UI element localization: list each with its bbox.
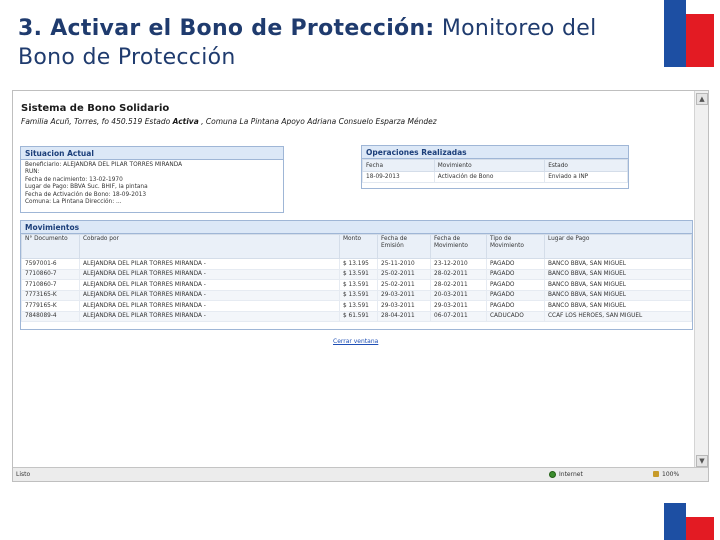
movimiento-row — [22, 311, 692, 322]
situacion-line: RUN: — [25, 169, 40, 176]
scroll-down-arrow-icon[interactable]: ▼ — [696, 455, 708, 467]
movimiento-row — [22, 290, 692, 301]
family-state: Activa — [172, 117, 199, 126]
movimiento-row — [22, 301, 692, 312]
situacion-line: Beneficiario: ALEJANDRA DEL PILAR TORRES MIRANDA — [25, 162, 183, 168]
security-zone — [549, 471, 583, 478]
situacion-line: Lugar de Pago: BBVA Suc. BHIF, la pintana — [25, 184, 148, 191]
scroll-up-arrow-icon[interactable]: ▲ — [696, 93, 708, 105]
table-cell: BANCO BBVA, SAN MIGUEL — [545, 290, 692, 301]
app-title: Sistema de Bono Solidario — [21, 103, 170, 114]
table-cell: Activación de Bono — [434, 172, 544, 183]
table-cell: PAGADO — [487, 290, 545, 301]
table-cell: 23-12-2010 — [431, 259, 487, 270]
situacion-line: Comuna: La Pintana Dirección: ... — [25, 199, 122, 206]
situacion-details — [21, 160, 283, 208]
protected-mode-icon — [653, 471, 659, 477]
table-cell: BANCO BBVA, SAN MIGUEL — [545, 269, 692, 280]
situacion-actual-panel — [20, 146, 284, 213]
table-cell: 29-03-2011 — [378, 290, 431, 301]
column-header: Tipo de Movimiento — [487, 235, 545, 259]
slide-title-bold: 3. Activar el Bono de Protección: — [18, 16, 435, 41]
table-cell: PAGADO — [487, 269, 545, 280]
table-cell: 28-04-2011 — [378, 311, 431, 322]
table-cell: $ 13.591 — [340, 290, 378, 301]
table-cell: 7779165-K — [22, 301, 80, 312]
table-cell: ALEJANDRA DEL PILAR TORRES MIRANDA - — [80, 269, 340, 280]
movimientos-panel — [20, 220, 693, 330]
zone-label: Internet — [559, 471, 583, 478]
movimiento-row — [22, 280, 692, 291]
table-cell: 7848089-4 — [22, 311, 80, 322]
status-text: Listo — [16, 471, 31, 478]
table-cell: BANCO BBVA, SAN MIGUEL — [545, 259, 692, 270]
table-cell: 7773165-K — [22, 290, 80, 301]
zoom-label[interactable]: 100% — [662, 471, 680, 478]
situacion-line: Fecha de nacimiento: 13-02-1970 — [25, 176, 123, 183]
table-cell: PAGADO — [487, 301, 545, 312]
table-cell: CCAF LOS HEROES, SAN MIGUEL — [545, 311, 692, 322]
table-cell: 06-07-2011 — [431, 311, 487, 322]
table-cell: 20-03-2011 — [431, 290, 487, 301]
movimiento-row — [22, 269, 692, 280]
table-cell: $ 61.591 — [340, 311, 378, 322]
family-info: Familia Acuñ, Torres, fo 450.519 Estado Activa , Comuna La Pintana Apoyo Adriana Consuelo Esparza Méndez — [21, 117, 437, 126]
operaciones-table — [362, 159, 628, 183]
column-header: Fecha de Movimiento — [431, 235, 487, 259]
table-cell: 7597001-6 — [22, 259, 80, 270]
table-cell: 25-02-2011 — [378, 280, 431, 291]
table-cell: ALEJANDRA DEL PILAR TORRES MIRANDA - — [80, 280, 340, 291]
movimiento-row — [22, 259, 692, 270]
table-cell: ALEJANDRA DEL PILAR TORRES MIRANDA - — [80, 259, 340, 270]
globe-icon — [549, 471, 556, 478]
situacion-actual-header: Situacion Actual — [21, 147, 283, 160]
movimientos-table — [21, 234, 692, 322]
table-cell: 25-02-2011 — [378, 269, 431, 280]
column-header: Monto — [340, 235, 378, 259]
column-header: Fecha — [363, 160, 435, 172]
operaciones-panel — [361, 145, 629, 189]
column-header: Cobrado por — [80, 235, 340, 259]
browser-statusbar — [13, 467, 708, 481]
table-cell: 25-11-2010 — [378, 259, 431, 270]
table-cell: 7710860-7 — [22, 280, 80, 291]
operaciones-header: Operaciones Realizadas — [362, 146, 628, 159]
table-cell: BANCO BBVA, SAN MIGUEL — [545, 301, 692, 312]
table-cell: 7710860-7 — [22, 269, 80, 280]
table-cell: ALEJANDRA DEL PILAR TORRES MIRANDA - — [80, 311, 340, 322]
table-cell: $ 13.591 — [340, 269, 378, 280]
column-header: Movimiento — [434, 160, 544, 172]
table-cell: Enviado a INP — [545, 172, 628, 183]
slide-title-rest: Monitoreo del Bono de Protección — [18, 16, 597, 70]
table-cell: 28-02-2011 — [431, 280, 487, 291]
slide-title — [18, 14, 648, 72]
column-header: Lugar de Pago — [545, 235, 692, 259]
vertical-scrollbar[interactable] — [694, 91, 708, 469]
movimientos-header: Movimientos — [21, 221, 692, 234]
column-header: Fecha de Emisión — [378, 235, 431, 259]
table-cell: 28-02-2011 — [431, 269, 487, 280]
situacion-line: Fecha de Activación de Bono: 18-09-2013 — [25, 191, 147, 198]
table-cell: 29-03-2011 — [431, 301, 487, 312]
table-cell: CADUCADO — [487, 311, 545, 322]
column-header: N° Documento — [22, 235, 80, 259]
table-cell: 29-03-2011 — [378, 301, 431, 312]
flag-logo-top — [664, 0, 714, 67]
table-cell: $ 13.195 — [340, 259, 378, 270]
table-cell: $ 13.591 — [340, 280, 378, 291]
column-header: Estado — [545, 160, 628, 172]
table-cell: ALEJANDRA DEL PILAR TORRES MIRANDA - — [80, 290, 340, 301]
zoom-control[interactable] — [653, 471, 679, 478]
browser-window — [12, 90, 709, 482]
flag-logo-bottom — [664, 503, 714, 540]
table-cell: PAGADO — [487, 259, 545, 270]
table-cell: ALEJANDRA DEL PILAR TORRES MIRANDA - — [80, 301, 340, 312]
table-cell: BANCO BBVA, SAN MIGUEL — [545, 280, 692, 291]
operacion-row — [363, 172, 628, 183]
table-cell: 18-09-2013 — [363, 172, 435, 183]
table-cell: $ 13.591 — [340, 301, 378, 312]
close-window-link[interactable]: Cerrar ventana — [333, 338, 379, 345]
table-cell: PAGADO — [487, 280, 545, 291]
